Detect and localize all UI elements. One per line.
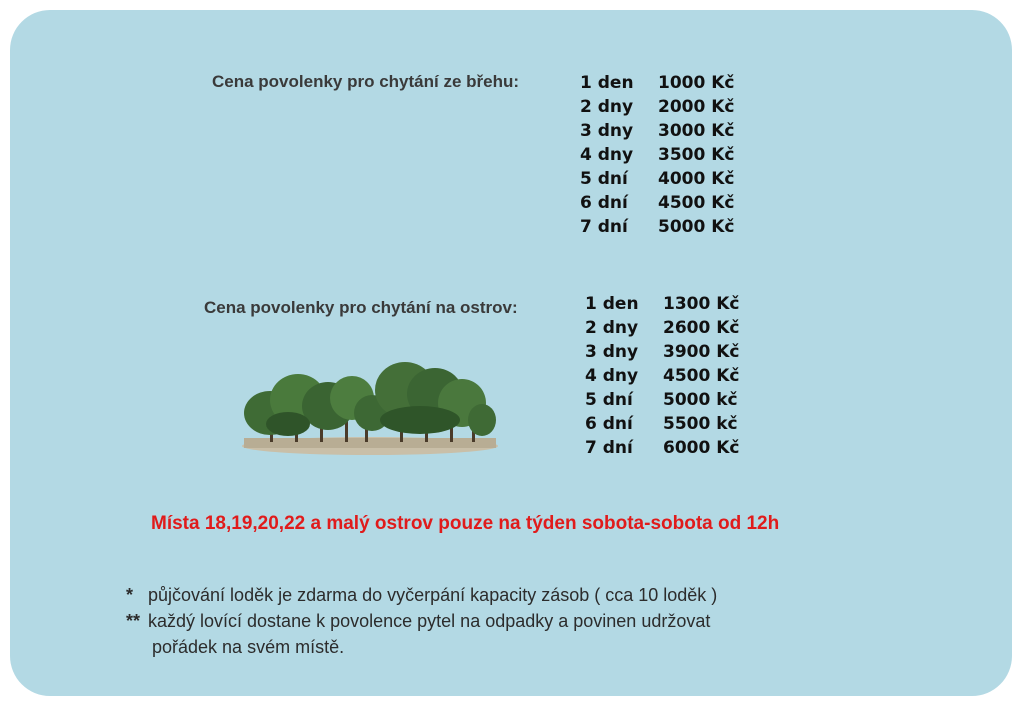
days-label: 5 dní <box>585 390 633 410</box>
days-label: 3 dny <box>585 342 639 362</box>
days-label: 1 den <box>585 294 639 314</box>
price-value: 4500 Kč <box>663 366 740 386</box>
days-label: 1 den <box>580 73 634 93</box>
days-label: 5 dní <box>580 169 628 189</box>
price-row <box>580 71 734 95</box>
price-value: 3000 Kč <box>658 121 735 141</box>
price-row <box>585 364 739 388</box>
price-row <box>580 119 734 143</box>
price-row <box>580 143 734 167</box>
footnote-mark: * <box>126 585 134 605</box>
price-value: 1300 Kč <box>663 294 740 314</box>
days-label: 2 dny <box>580 97 634 117</box>
price-value: 6000 Kč <box>663 438 740 458</box>
price-row <box>585 436 739 460</box>
reservation-notice: Místa 18,19,20,22 a malý ostrov pouze na týden sobota-sobota od 12h <box>151 513 780 534</box>
days-label: 6 dní <box>580 193 628 213</box>
price-row <box>585 340 739 364</box>
price-row <box>580 167 734 191</box>
footnote-waste <box>126 608 717 634</box>
price-value: 4000 Kč <box>658 169 735 189</box>
price-row <box>585 388 739 412</box>
price-value: 3900 Kč <box>663 342 740 362</box>
footnote-boats <box>126 582 717 608</box>
price-row <box>585 412 739 436</box>
price-row <box>580 215 734 239</box>
footnote-text: půjčování loděk je zdarma do vyčerpání kapacity zásob ( cca 10 loděk ) <box>148 585 718 605</box>
price-value: 5500 kč <box>663 414 738 434</box>
footnote-mark: ** <box>126 611 141 631</box>
footnotes <box>126 582 717 660</box>
days-label: 4 dny <box>580 145 634 165</box>
shore-price-list <box>580 71 734 239</box>
shore-price-title: Cena povolenky pro chytání ze břehu: <box>212 72 520 91</box>
price-value: 2000 Kč <box>658 97 735 117</box>
price-value: 4500 Kč <box>658 193 735 213</box>
island-trees-icon <box>240 358 500 458</box>
footnote-waste-continued: pořádek na svém místě. <box>152 637 345 657</box>
price-value: 5000 Kč <box>658 217 735 237</box>
price-row <box>580 95 734 119</box>
price-row <box>585 316 739 340</box>
footnote-text: každý lovící dostane k povolence pytel na odpadky a povinen udržovat <box>148 611 711 631</box>
days-label: 3 dny <box>580 121 634 141</box>
price-value: 2600 Kč <box>663 318 740 338</box>
days-label: 6 dní <box>585 414 633 434</box>
price-value: 5000 kč <box>663 390 738 410</box>
days-label: 7 dní <box>585 438 633 458</box>
price-row <box>585 292 739 316</box>
price-value: 3500 Kč <box>658 145 735 165</box>
island-price-title: Cena povolenky pro chytání na ostrov: <box>204 298 518 317</box>
price-row <box>580 191 734 215</box>
days-label: 7 dní <box>580 217 628 237</box>
days-label: 2 dny <box>585 318 639 338</box>
days-label: 4 dny <box>585 366 639 386</box>
price-value: 1000 Kč <box>658 73 735 93</box>
island-price-list <box>585 292 739 460</box>
